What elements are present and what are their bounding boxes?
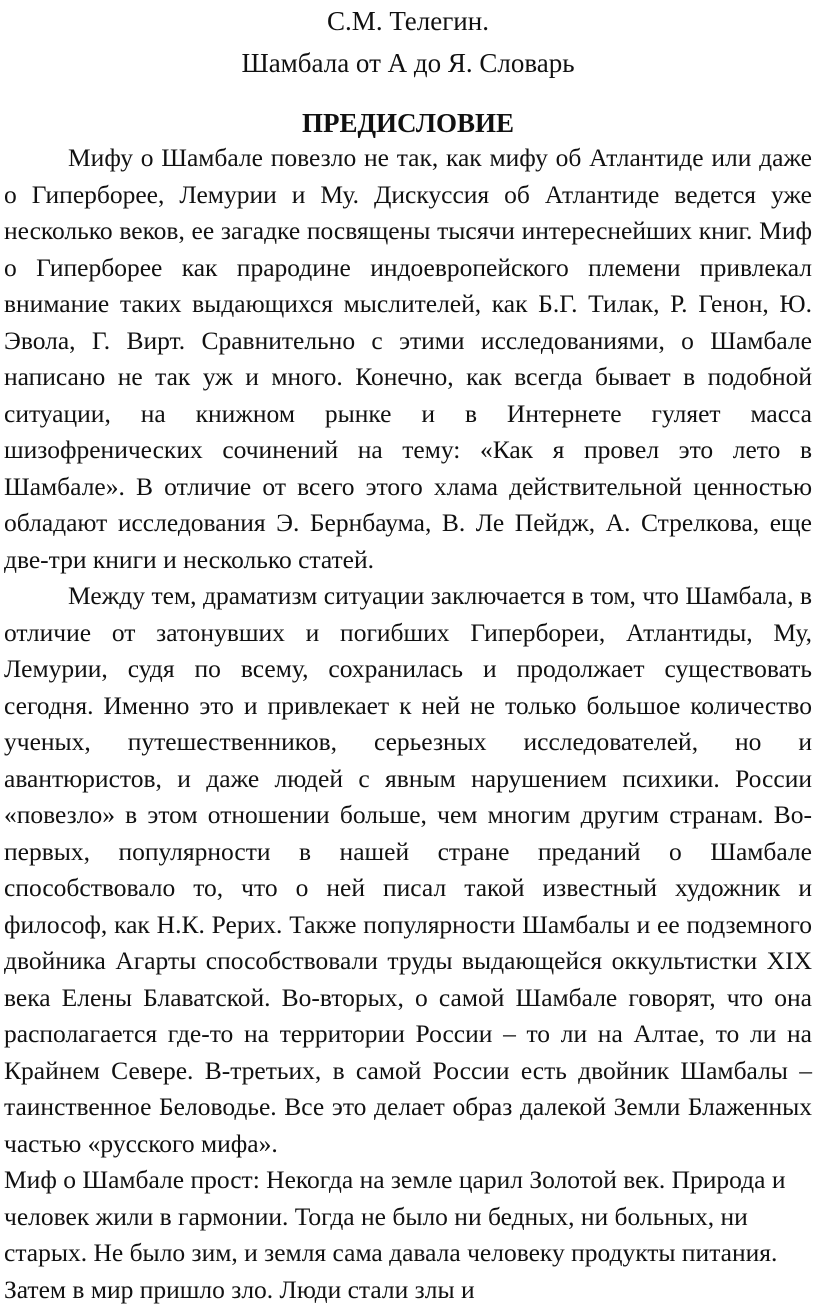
- paragraph-3: Миф о Шамбале прост: Некогда на земле царил Золотой век. Природа и человек жили в гармонии. Тогда не было ни бедных, ни больных, ни старых. Не было зим, и земля сама давала человеку продукты питания. Затем в мир пришло зло. Люди стали злы и: [4, 1165, 786, 1304]
- author-line: С.М. Телегин.: [327, 6, 489, 36]
- paragraph-2: Между тем, драматизм ситуации заключается в том, что Шамбала, в отличие от затонувших и погибших Гипербореи, Атлантиды, Му, Лемурии, судя по всему, сохранилась и продолжает существовать сегодня. Именно это и привлекает к ней не только большое количество ученых, путешественников, серьезных исследователей, но и авантюристов, и даже людей с явным нарушением психики. России «повезло» в этом отношении больше, чем многим другим странам. Во-первых, популярности в нашей стране преданий о Шамбале способствовало то, что о ней писал такой известный художник и философ, как Н.К. Рерих. Также популярности Шамбалы и ее подземного двойника Агарты способствовали труды выдающейся оккультистки XIX века Елены Блаватской. Во-вторых, о самой Шамбале говорят, что она располагается где-то на территории России – то ли на Алтае, то ли на Крайнем Севере. В-третьих, в самой России есть двойник Шамбалы – таинственное Беловодье. Все это делает образ далекой Земли Блаженных частью «русского мифа».: [4, 581, 812, 1158]
- book-title: Шамбала от А до Я. Словарь: [241, 48, 575, 78]
- paragraph-1: Мифу о Шамбале повезло не так, как мифу об Атлантиде или даже о Гиперборее, Лемурии и Му. Дискуссия об Атлантиде ведется уже несколько веков, ее загадке посвящены тысячи интереснейших книг. Миф о Гиперборее как прародине индоевропейского племени привлекал внимание таких выдающихся мыслителей, как Б.Г. Тилак, Р. Генон, Ю. Эвола, Г. Вирт. Сравнительно с этими исследованиями, о Шамбале написано не так уж и много. Конечно, как всегда бывает в подобной ситуации, на книжном рынке и в Интернете гуляет масса шизофренических сочинений на тему: «Как я провел это лето в Шамбале». В отличие от всего этого хлама действительной ценностью обладают исследования Э. Бернбаума, В. Ле Пейдж, А. Стрелкова, еще две-три книги и несколько статей.: [4, 143, 812, 574]
- document-header: [4, 0, 812, 84]
- section-title: ПРЕДИСЛОВИЕ: [301, 108, 515, 138]
